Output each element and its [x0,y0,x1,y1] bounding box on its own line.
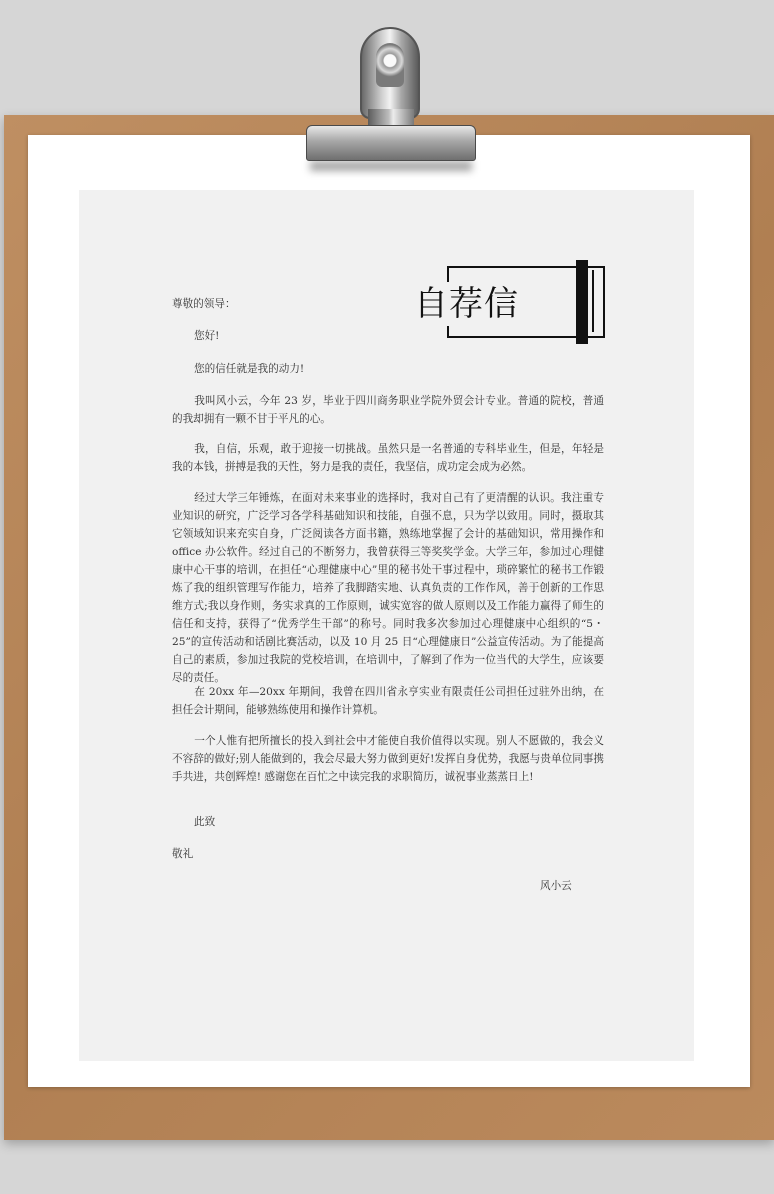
hello-line: 您好! [194,330,220,342]
closing-salute: 敬礼 [172,848,194,860]
paragraph-intro: 我叫风小云，今年 23 岁，毕业于四川商务职业学院外贸会计专业。普通的院校，普通的我却拥有一颗不甘于平凡的心。 [172,395,604,425]
binder-clip [306,25,476,175]
closing-regards: 此致 [194,816,216,828]
paragraph-work: 在 20xx 年—20xx 年期间，我曾在四川省永亨实业有限责任公司担任过驻外出纳，在担任会计期间，能够熟练使用和操作计算机。 [172,686,604,716]
clip-ring [360,27,420,119]
clip-body [306,125,476,161]
paragraph-closing: 一个人惟有把所擅长的投入到社会中才能使自我价值得以实现。别人不愿做的，我会义不容辞的做好;别人能做到的，我会尽最大努力做到更好!发挥自身优势，我愿与贵单位同事携手共进，共创辉煌! 感谢您在百忙之中读完我的求职简历，诚祝事业蒸蒸日上! [172,735,604,783]
motto-line: 您的信任就是我的动力! [194,363,305,375]
page-title: 自荐信 [414,284,519,324]
paragraph-experience: 经过大学三年锤炼，在面对未来事业的选择时，我对自己有了更清醒的认识。我注重专业知识的研究，广泛学习各学科基础知识和技能，自强不息，只为学以致用。同时，摄取其它领域知识来充实自身，广泛阅读各方面书籍，熟练地掌握了会计的基础知识，常用操作和 office 办公软件。经过自己的不断努力，我曾获得三等奖奖学金。大学三年，参加过心理健康中心干事的培训，在担任“心理健康中心”里的秘书处干事过程中，琐碎繁忙的秘书工作锻炼了我的组织管理写作能力，培养了我脚踏实地、认真负责的工作作风，善于创新的工作思维方式;我以身作则，务实求真的工作原则，诚实宽容的做人原则以及工作能力赢得了师生的信任和支持，获得了“优秀学生干部”的称号。同时我多次参加过心理健康中心组织的“5・25”的宣传活动和话剧比赛活动，以及 10 月 25 日“心理健康日”公益宣传活动。为了能提高自己的素质，参加过我院的党校培训，在培训中，了解到了作为一位当代的大学生，应该要尽的责任。 [172,492,604,684]
paragraph-confidence: 我，自信，乐观，敢于迎接一切挑战。虽然只是一名普通的专科毕业生，但是，年轻是我的本钱，拼搏是我的天性，努力是我的责任，我坚信，成功定会成为必然。 [172,443,604,473]
signature: 风小云 [540,880,572,892]
salutation: 尊敬的领导： [172,298,236,310]
